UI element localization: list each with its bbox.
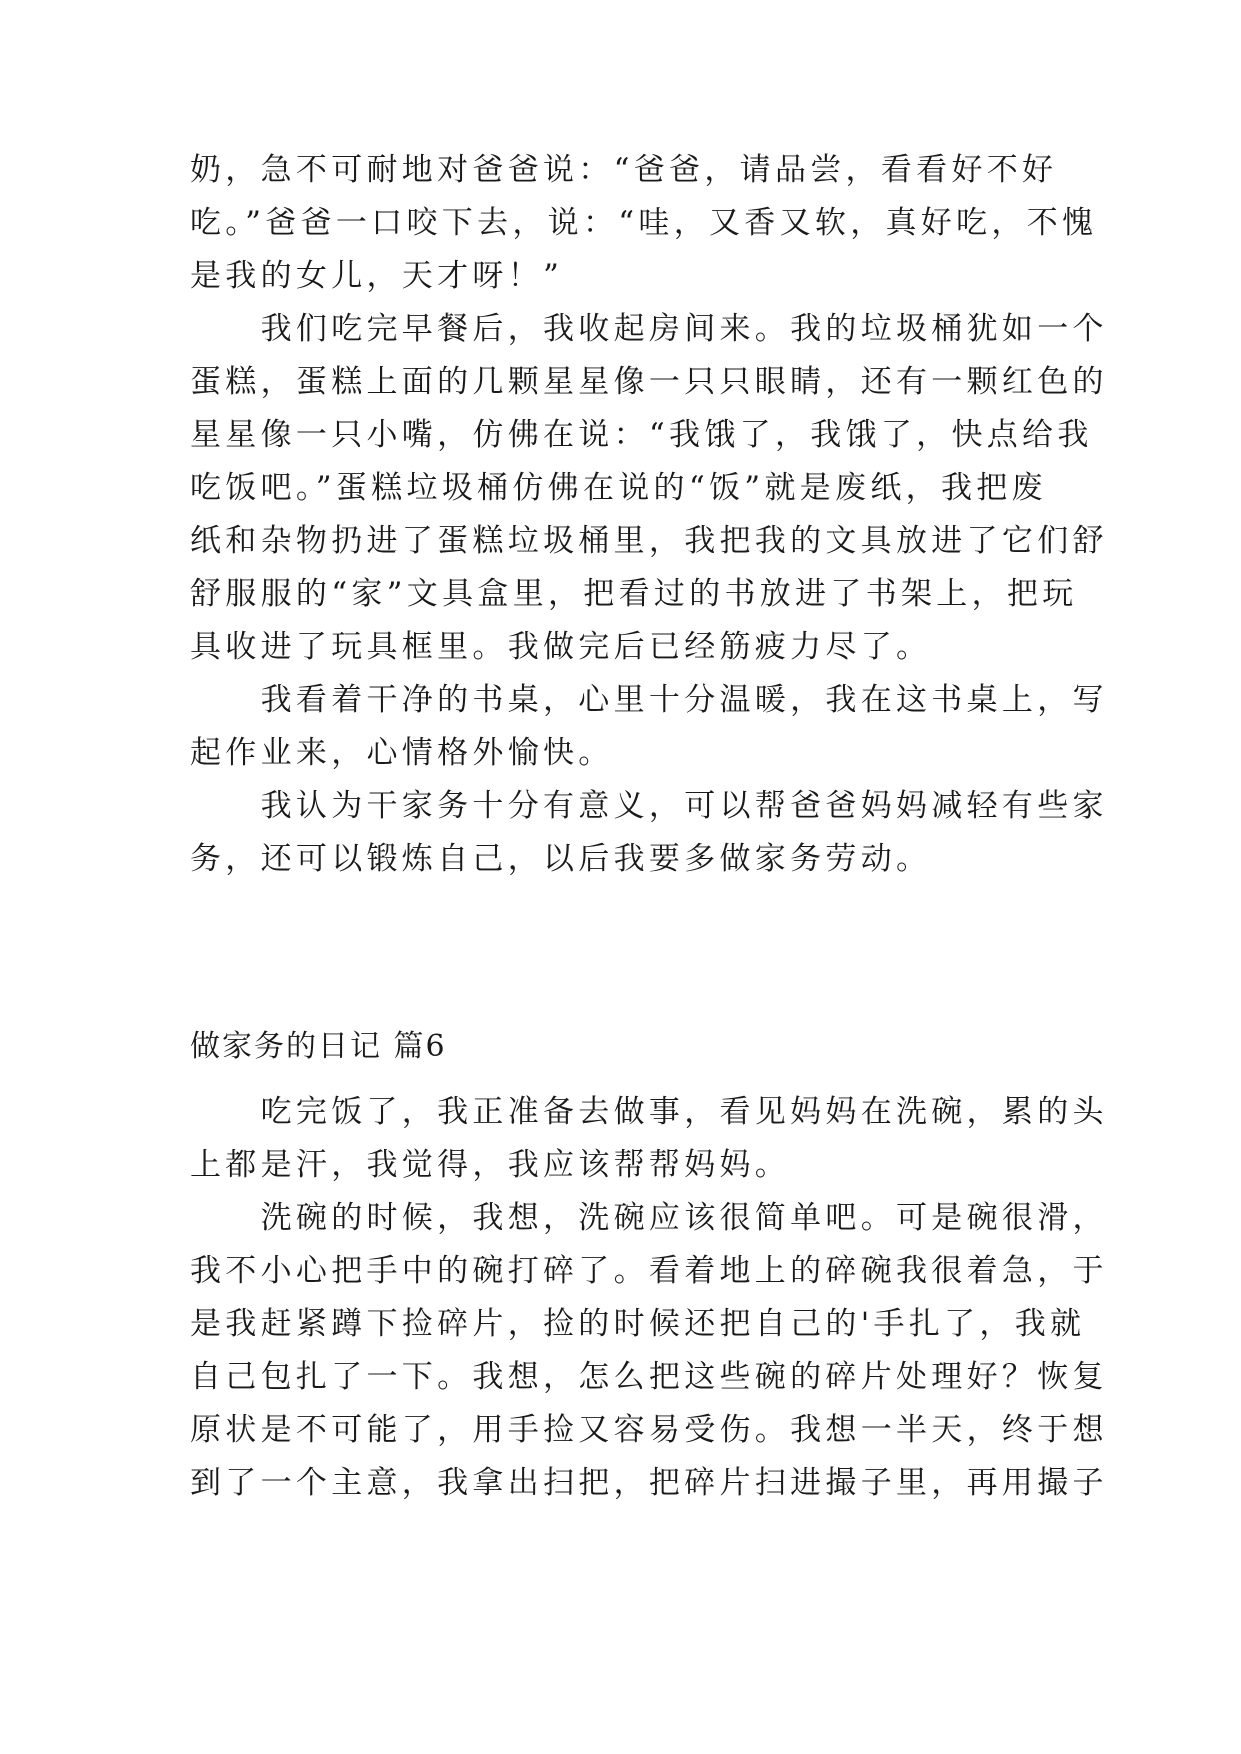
text-line: 蛋糕，蛋糕上面的几颗星星像一只只眼睛，还有一颗红色的 xyxy=(190,364,1108,400)
text-line: 务，还可以锻炼自己，以后我要多做家务劳动。 xyxy=(190,841,932,877)
text-line: 上都是汗，我觉得，我应该帮帮妈妈。 xyxy=(190,1147,791,1183)
text-line: 吃。”爸爸一口咬下去，说：“哇，又香又软，真好吃，不愧 xyxy=(190,205,1098,241)
text-line: 我认为干家务十分有意义，可以帮爸爸妈妈减轻有些家 xyxy=(190,788,1108,824)
text-line: 原状是不可能了，用手捡又容易受伤。我想一半天，终于想 xyxy=(190,1412,1108,1448)
text-line: 奶，急不可耐地对爸爸说：“爸爸，请品尝，看看好不好 xyxy=(190,152,1058,188)
text-line: 自己包扎了一下。我想，怎么把这些碗的碎片处理好？恢复 xyxy=(190,1359,1108,1395)
text-line: 我不小心把手中的碗打碎了。看着地上的碎碗我很着急，于 xyxy=(190,1253,1108,1289)
text-line: 纸和杂物扔进了蛋糕垃圾桶里，我把我的文具放进了它们舒 xyxy=(190,523,1108,559)
text-line: 是我赶紧蹲下捡碎片，捡的时候还把自己的'手扎了，我就 xyxy=(190,1306,1086,1342)
text-line: 吃完饭了，我正准备去做事，看见妈妈在洗碗，累的头 xyxy=(190,1094,1108,1130)
text-line: 具收进了玩具框里。我做完后已经筋疲力尽了。 xyxy=(190,629,932,665)
text-line: 是我的女儿，天才呀！” xyxy=(190,258,564,294)
text-line: 星星像一只小嘴，仿佛在说：“我饿了，我饿了，快点给我 xyxy=(190,417,1093,453)
text-line: 舒服服的“家”文具盒里，把看过的书放进了书架上，把玩 xyxy=(190,576,1078,612)
text-line: 洗碗的时候，我想，洗碗应该很简单吧。可是碗很滑， xyxy=(190,1200,1108,1236)
text-line: 到了一个主意，我拿出扫把，把碎片扫进撮子里，再用撮子 xyxy=(190,1465,1108,1501)
text-line: 吃饭吧。”蛋糕垃圾桶仿佛在说的“饭”就是废纸，我把废 xyxy=(190,470,1047,506)
text-line: 我们吃完早餐后，我收起房间来。我的垃圾桶犹如一个 xyxy=(190,311,1108,347)
section-heading: 做家务的日记 篇6 xyxy=(190,1029,447,1064)
text-line: 我看着干净的书桌，心里十分温暖，我在这书桌上，写 xyxy=(190,682,1108,718)
text-line: 起作业来，心情格外愉快。 xyxy=(190,735,614,771)
